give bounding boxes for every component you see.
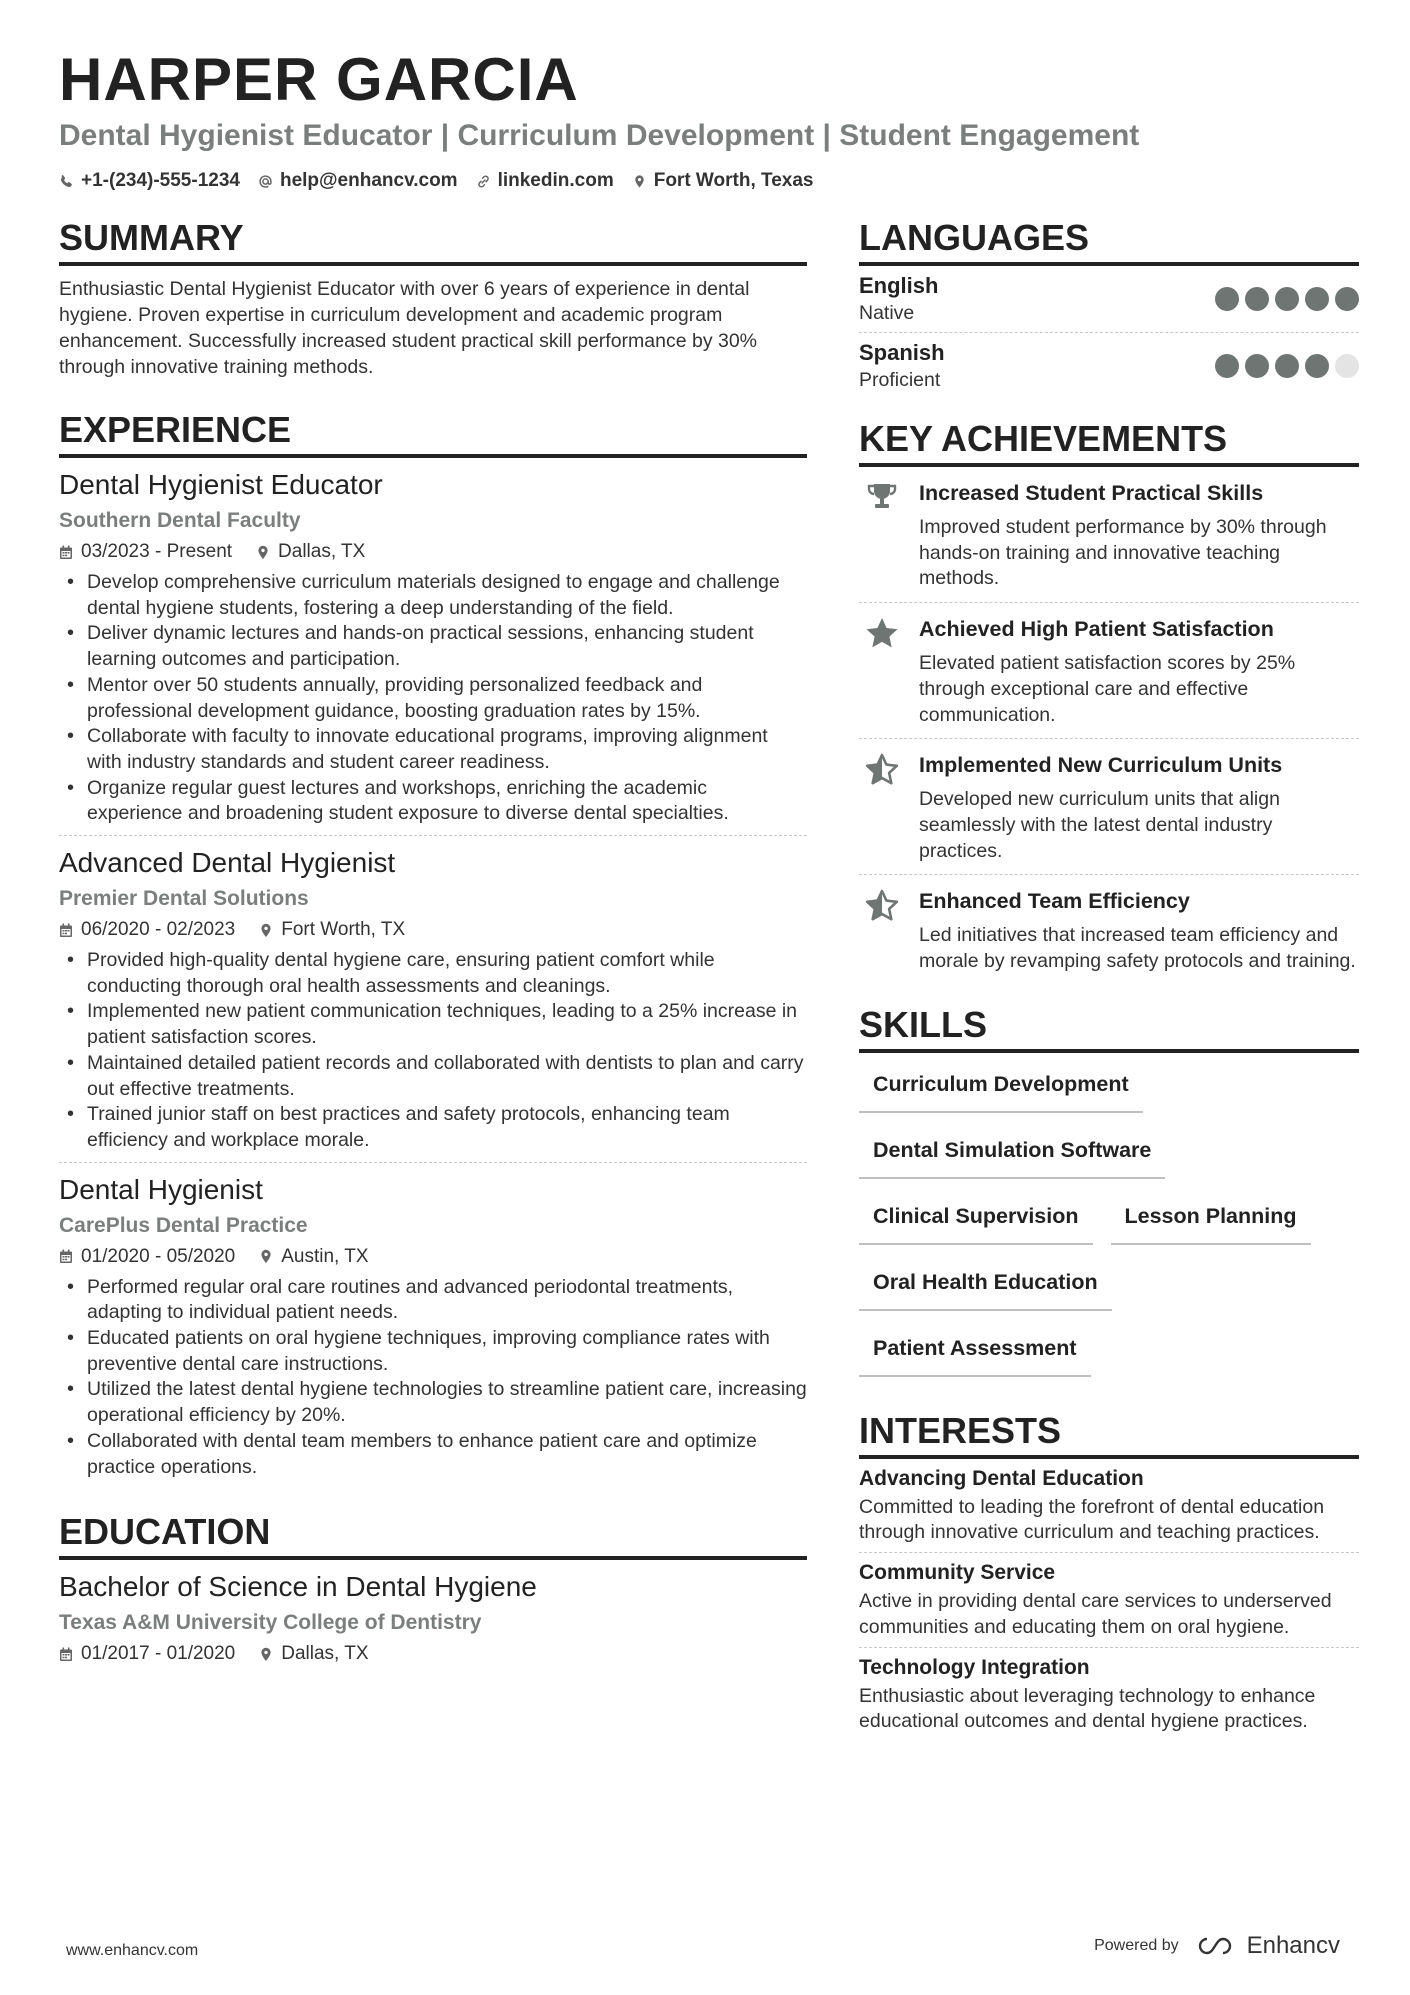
language-item bbox=[859, 266, 1359, 333]
footer-website[interactable]: www.enhancv.com bbox=[66, 1942, 199, 1959]
job-dates bbox=[59, 538, 232, 566]
skill-tag: Clinical Supervision bbox=[859, 1189, 1093, 1245]
job-location-text: Fort Worth, TX bbox=[281, 919, 406, 941]
interests-heading: INTERESTS bbox=[859, 1409, 1359, 1459]
bullet-item: • Organize regular guest lectures and workshops, enriching the academic experience and broadening student exposure to diverse dental specialties. bbox=[59, 776, 807, 827]
skills-list bbox=[859, 1053, 1359, 1387]
location-icon bbox=[259, 1647, 273, 1662]
link-icon bbox=[476, 174, 491, 189]
achievements-heading: KEY ACHIEVEMENTS bbox=[859, 417, 1359, 467]
language-level: Native bbox=[859, 302, 915, 324]
footer-branding bbox=[1094, 1932, 1340, 1960]
job-dates-text: 01/2020 - 05/2020 bbox=[81, 1245, 236, 1267]
language-rating bbox=[1215, 287, 1359, 311]
education-section bbox=[59, 1510, 807, 1676]
job-bullets bbox=[59, 1275, 807, 1481]
location-icon bbox=[259, 923, 273, 938]
contact-location bbox=[632, 170, 814, 192]
job-meta bbox=[59, 916, 807, 944]
calendar-icon bbox=[59, 923, 73, 938]
achievement-desc: Improved student performance by 30% through hands-on training and innovative teaching methods. bbox=[919, 516, 1327, 590]
rating-dot-filled bbox=[1335, 287, 1359, 311]
rating-dot-filled bbox=[1245, 287, 1269, 311]
experience-heading: EXPERIENCE bbox=[59, 408, 807, 458]
calendar-icon bbox=[59, 545, 73, 560]
achievement-item bbox=[859, 875, 1359, 984]
education-location-text: Dallas, TX bbox=[281, 1643, 369, 1665]
candidate-tagline: Dental Hygienist Educator | Curriculum Development | Student Engagement bbox=[59, 119, 1140, 152]
language-item bbox=[859, 333, 1359, 399]
education-location bbox=[259, 1640, 368, 1668]
job-company: Premier Dental Solutions bbox=[59, 887, 309, 911]
job-company: CarePlus Dental Practice bbox=[59, 1213, 308, 1237]
job-company: Southern Dental Faculty bbox=[59, 509, 301, 532]
language-rating bbox=[1215, 354, 1359, 378]
achievement-title: Increased Student Practical Skills bbox=[919, 481, 1264, 505]
star-outline-icon bbox=[859, 751, 905, 864]
job-dates bbox=[59, 916, 235, 944]
location-icon bbox=[256, 545, 270, 560]
job-location bbox=[256, 538, 365, 566]
enhancv-logo[interactable] bbox=[1193, 1932, 1340, 1960]
bullet-item: • Trained junior staff on best practices and safety protocols, enhancing team efficiency and workplace morale. bbox=[59, 1102, 807, 1153]
achievement-title: Achieved High Patient Satisfaction bbox=[919, 617, 1274, 642]
skills-section bbox=[859, 1003, 1359, 1387]
experience-section bbox=[59, 408, 807, 1488]
trophy-icon bbox=[859, 479, 905, 592]
rating-dot-filled bbox=[1275, 354, 1299, 378]
education-entry bbox=[59, 1560, 807, 1676]
bullet-item: • Mentor over 50 students annually, providing personalized feedback and professional development guidance, boosting graduation rates by 15%. bbox=[59, 673, 807, 724]
rating-dot-filled bbox=[1305, 287, 1329, 311]
location-icon bbox=[632, 174, 647, 189]
skill-tag: Patient Assessment bbox=[859, 1321, 1091, 1377]
right-column bbox=[859, 216, 1359, 1741]
summary-section bbox=[59, 216, 807, 380]
job-meta bbox=[59, 1243, 807, 1271]
contact-bar bbox=[59, 170, 813, 192]
bullet-item: • Collaborate with faculty to innovate educational programs, improving alignment with industry standards and student career readiness. bbox=[59, 724, 807, 775]
experience-entry bbox=[59, 458, 807, 836]
rating-dot-filled bbox=[1215, 287, 1239, 311]
education-heading: EDUCATION bbox=[59, 1510, 807, 1560]
bullet-item: • Implemented new patient communication techniques, leading to a 25% increase in patient satisfaction scores. bbox=[59, 999, 807, 1050]
bullet-item: • Maintained detailed patient records and collaborated with dentists to plan and carry out effective treatments. bbox=[59, 1051, 807, 1102]
summary-heading: SUMMARY bbox=[59, 216, 807, 266]
job-location-text: Austin, TX bbox=[281, 1245, 369, 1267]
job-dates-text: 03/2023 - Present bbox=[81, 541, 233, 562]
language-name: English bbox=[859, 273, 939, 298]
job-bullets bbox=[59, 570, 807, 827]
bullet-item: • Educated patients on oral hygiene techniques, improving compliance rates with preventive dental care instructions. bbox=[59, 1326, 807, 1377]
calendar-icon bbox=[59, 1249, 73, 1264]
contact-phone-text: +1-(234)-555-1234 bbox=[81, 170, 240, 191]
job-title: Dental Hygienist bbox=[59, 1173, 263, 1205]
interest-title: Advancing Dental Education bbox=[859, 1466, 1144, 1490]
job-location bbox=[259, 916, 405, 944]
interests-section bbox=[859, 1409, 1359, 1741]
experience-entry bbox=[59, 836, 807, 1163]
achievement-item bbox=[859, 467, 1359, 603]
skills-heading: SKILLS bbox=[859, 1003, 1359, 1053]
left-column bbox=[59, 216, 807, 1676]
skill-tag: Dental Simulation Software bbox=[859, 1123, 1165, 1179]
job-bullets bbox=[59, 948, 807, 1154]
job-title: Dental Hygienist Educator bbox=[59, 469, 383, 500]
job-location bbox=[259, 1243, 368, 1271]
interest-item bbox=[859, 1648, 1359, 1741]
interest-title: Technology Integration bbox=[859, 1655, 1090, 1679]
bullet-item: • Develop comprehensive curriculum materials designed to engage and challenge dental hygiene students, fostering a deep understanding of the field. bbox=[59, 570, 807, 621]
rating-dot-empty bbox=[1335, 354, 1359, 378]
education-dates-text: 01/2017 - 01/2020 bbox=[81, 1643, 236, 1665]
enhancv-logo-icon bbox=[1193, 1934, 1237, 1958]
skill-tag: Curriculum Development bbox=[859, 1057, 1143, 1113]
bullet-item: • Utilized the latest dental hygiene technologies to streamline patient care, increasing operational efficiency by 20%. bbox=[59, 1377, 807, 1428]
interest-desc: Enthusiastic about leveraging technology to enhance educational outcomes and dental hygiene practices. bbox=[859, 1684, 1316, 1733]
achievement-desc: Elevated patient satisfaction scores by 25% through exceptional care and effective communication. bbox=[919, 652, 1296, 726]
star-icon bbox=[859, 615, 905, 728]
school-name: Texas A&M University College of Dentistry bbox=[59, 1611, 482, 1635]
powered-by-label: Powered by bbox=[1094, 1937, 1179, 1954]
job-dates-text: 06/2020 - 02/2023 bbox=[81, 919, 236, 941]
summary-text: Enthusiastic Dental Hygienist Educator with over 6 years of experience in dental hygiene. Proven expertise in curriculum development and academic program enhancement. Successfully increased student practical skill performance by 30% through innovative training methods. bbox=[59, 278, 758, 378]
rating-dot-filled bbox=[1215, 354, 1239, 378]
calendar-icon bbox=[59, 1647, 73, 1662]
interest-desc: Committed to leading the forefront of dental education through innovative curriculum and teaching practices. bbox=[859, 1495, 1325, 1544]
skill-tag: Oral Health Education bbox=[859, 1255, 1112, 1311]
bullet-item: • Performed regular oral care routines and advanced periodontal treatments, adapting to individual patient needs. bbox=[59, 1275, 807, 1326]
experience-entry bbox=[59, 1163, 807, 1489]
phone-icon bbox=[59, 174, 74, 189]
languages-section bbox=[859, 216, 1359, 399]
bullet-item: • Deliver dynamic lectures and hands-on practical sessions, enhancing student learning outcomes and participation. bbox=[59, 621, 807, 672]
achievement-item bbox=[859, 603, 1359, 739]
contact-location-text: Fort Worth, Texas bbox=[653, 170, 814, 191]
job-location-text: Dallas, TX bbox=[278, 541, 366, 562]
location-icon bbox=[259, 1249, 273, 1264]
education-meta bbox=[59, 1640, 807, 1668]
interest-item bbox=[859, 1459, 1359, 1553]
achievement-item bbox=[859, 739, 1359, 875]
contact-linkedin-text: linkedin.com bbox=[497, 170, 614, 191]
contact-linkedin[interactable] bbox=[476, 170, 614, 192]
degree-title: Bachelor of Science in Dental Hygiene bbox=[59, 1571, 537, 1603]
interest-title: Community Service bbox=[859, 1561, 1056, 1585]
bullet-item: • Collaborated with dental team members to enhance patient care and optimize practice operations. bbox=[59, 1429, 807, 1480]
star-outline-icon bbox=[859, 887, 905, 974]
achievement-desc: Led initiatives that increased team efficiency and morale by revamping safety protocols and training. bbox=[919, 924, 1356, 973]
achievement-title: Enhanced Team Efficiency bbox=[919, 889, 1190, 914]
achievements-section bbox=[859, 417, 1359, 985]
at-icon bbox=[258, 174, 273, 189]
contact-email[interactable] bbox=[258, 170, 458, 192]
language-level: Proficient bbox=[859, 369, 941, 391]
rating-dot-filled bbox=[1305, 354, 1329, 378]
skill-tag: Lesson Planning bbox=[1111, 1189, 1311, 1245]
achievement-title: Implemented New Curriculum Units bbox=[919, 753, 1283, 778]
education-dates bbox=[59, 1640, 235, 1668]
rating-dot-filled bbox=[1245, 354, 1269, 378]
job-meta bbox=[59, 538, 807, 566]
job-title: Advanced Dental Hygienist bbox=[59, 847, 396, 879]
contact-email-text: help@enhancv.com bbox=[279, 170, 458, 191]
interest-desc: Active in providing dental care services to underserved communities and educating them on oral hygiene. bbox=[859, 1590, 1332, 1638]
languages-heading: LANGUAGES bbox=[859, 216, 1359, 266]
job-dates bbox=[59, 1243, 235, 1271]
candidate-name: HARPER GARCIA bbox=[59, 46, 579, 113]
language-name: Spanish bbox=[859, 340, 945, 365]
interest-item bbox=[859, 1553, 1359, 1647]
achievement-desc: Developed new curriculum units that align seamlessly with the latest dental industry practices. bbox=[919, 788, 1280, 862]
brand-name: Enhancv bbox=[1246, 1932, 1340, 1959]
rating-dot-filled bbox=[1275, 287, 1299, 311]
contact-phone[interactable] bbox=[59, 170, 240, 192]
bullet-item: • Provided high-quality dental hygiene care, ensuring patient comfort while conducting thorough oral health assessments and cleanings. bbox=[59, 948, 807, 999]
